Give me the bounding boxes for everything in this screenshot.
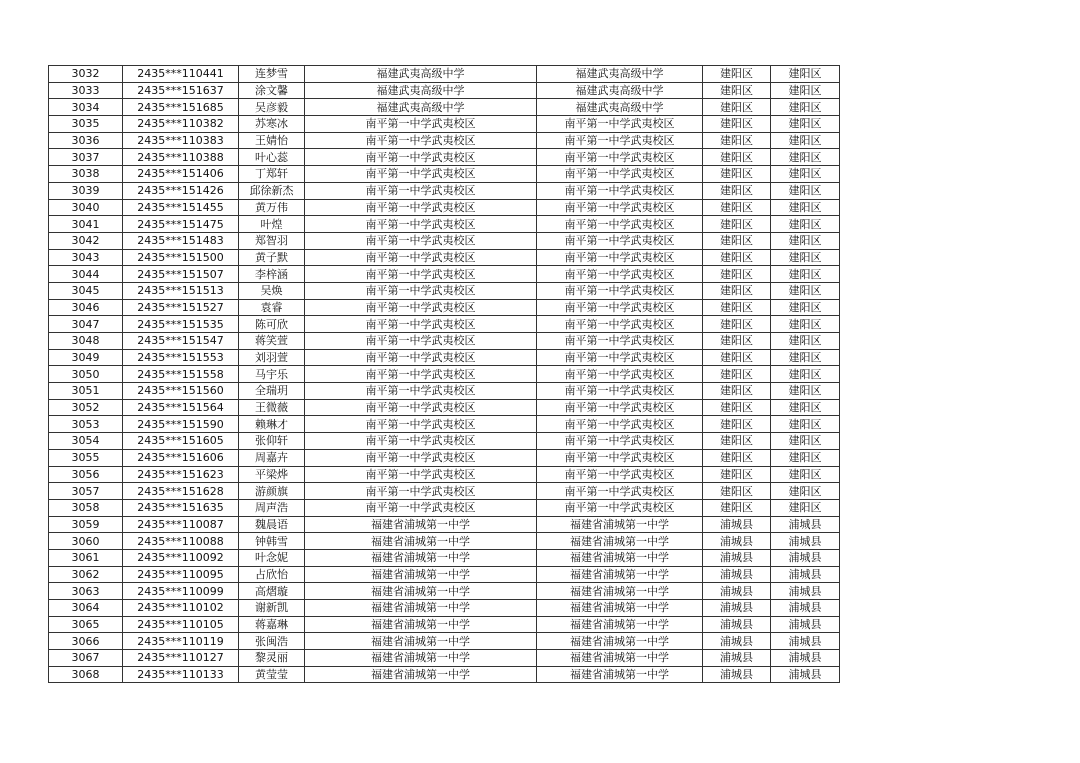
district-cell: 浦城县 (703, 633, 771, 650)
admitted-district-cell: 建阳区 (771, 166, 840, 183)
district-cell: 浦城县 (703, 516, 771, 533)
exam-id-cell: 2435***110088 (123, 533, 239, 550)
exam-id-cell: 2435***151605 (123, 433, 239, 450)
serial-number-cell: 3053 (49, 416, 123, 433)
district-cell: 建阳区 (703, 399, 771, 416)
school-cell: 南平第一中学武夷校区 (305, 399, 537, 416)
exam-id-cell: 2435***110105 (123, 616, 239, 633)
school-cell: 福建省浦城第一中学 (305, 566, 537, 583)
student-name-cell: 周嘉卉 (239, 449, 305, 466)
exam-id-cell: 2435***151590 (123, 416, 239, 433)
student-name-cell: 叶心蕊 (239, 149, 305, 166)
serial-number-cell: 3041 (49, 216, 123, 233)
table-row (49, 633, 840, 650)
school-cell: 南平第一中学武夷校区 (305, 466, 537, 483)
exam-id-cell: 2435***110382 (123, 116, 239, 133)
district-cell: 建阳区 (703, 82, 771, 99)
district-cell: 建阳区 (703, 416, 771, 433)
student-name-cell: 袁睿 (239, 299, 305, 316)
exam-id-cell: 2435***151426 (123, 182, 239, 199)
student-name-cell: 赖琳才 (239, 416, 305, 433)
admitted-school-cell: 福建省浦城第一中学 (537, 533, 703, 550)
admitted-school-cell: 南平第一中学武夷校区 (537, 449, 703, 466)
student-name-cell: 叶念妮 (239, 549, 305, 566)
admitted-school-cell: 南平第一中学武夷校区 (537, 166, 703, 183)
table-row (49, 149, 840, 166)
serial-number-cell: 3036 (49, 132, 123, 149)
exam-id-cell: 2435***110102 (123, 600, 239, 617)
serial-number-cell: 3047 (49, 316, 123, 333)
student-name-cell: 李梓涵 (239, 266, 305, 283)
exam-id-cell: 2435***151406 (123, 166, 239, 183)
admitted-district-cell: 建阳区 (771, 466, 840, 483)
district-cell: 建阳区 (703, 433, 771, 450)
district-cell: 浦城县 (703, 600, 771, 617)
school-cell: 南平第一中学武夷校区 (305, 316, 537, 333)
serial-number-cell: 3034 (49, 99, 123, 116)
admitted-school-cell: 福建省浦城第一中学 (537, 666, 703, 683)
admitted-school-cell: 南平第一中学武夷校区 (537, 416, 703, 433)
district-cell: 建阳区 (703, 216, 771, 233)
district-cell: 建阳区 (703, 466, 771, 483)
district-cell: 建阳区 (703, 349, 771, 366)
serial-number-cell: 3035 (49, 116, 123, 133)
serial-number-cell: 3062 (49, 566, 123, 583)
school-cell: 福建省浦城第一中学 (305, 633, 537, 650)
admitted-school-cell: 福建武夷高级中学 (537, 99, 703, 116)
table-row (49, 383, 840, 400)
admitted-school-cell: 福建武夷高级中学 (537, 82, 703, 99)
exam-id-cell: 2435***151553 (123, 349, 239, 366)
serial-number-cell: 3068 (49, 666, 123, 683)
admitted-district-cell: 浦城县 (771, 516, 840, 533)
admitted-district-cell: 建阳区 (771, 349, 840, 366)
admitted-district-cell: 建阳区 (771, 116, 840, 133)
admitted-school-cell: 福建省浦城第一中学 (537, 549, 703, 566)
admitted-district-cell: 建阳区 (771, 399, 840, 416)
district-cell: 浦城县 (703, 566, 771, 583)
admitted-district-cell: 建阳区 (771, 99, 840, 116)
student-name-cell: 高熠璇 (239, 583, 305, 600)
table-row (49, 600, 840, 617)
serial-number-cell: 3039 (49, 182, 123, 199)
district-cell: 建阳区 (703, 383, 771, 400)
table-row (49, 349, 840, 366)
exam-id-cell: 2435***110095 (123, 566, 239, 583)
table-row (49, 66, 840, 83)
admitted-school-cell: 南平第一中学武夷校区 (537, 433, 703, 450)
serial-number-cell: 3051 (49, 383, 123, 400)
admitted-school-cell: 福建省浦城第一中学 (537, 516, 703, 533)
admitted-district-cell: 浦城县 (771, 600, 840, 617)
admitted-district-cell: 建阳区 (771, 149, 840, 166)
student-name-cell: 黄子默 (239, 249, 305, 266)
student-name-cell: 周声浩 (239, 499, 305, 516)
serial-number-cell: 3042 (49, 232, 123, 249)
school-cell: 南平第一中学武夷校区 (305, 149, 537, 166)
admitted-school-cell: 南平第一中学武夷校区 (537, 116, 703, 133)
table-row (49, 282, 840, 299)
school-cell: 福建省浦城第一中学 (305, 533, 537, 550)
student-name-cell: 钟韩雪 (239, 533, 305, 550)
exam-id-cell: 2435***151455 (123, 199, 239, 216)
serial-number-cell: 3044 (49, 266, 123, 283)
school-cell: 南平第一中学武夷校区 (305, 232, 537, 249)
district-cell: 建阳区 (703, 99, 771, 116)
admitted-district-cell: 建阳区 (771, 282, 840, 299)
admitted-district-cell: 建阳区 (771, 299, 840, 316)
student-name-cell: 黄万伟 (239, 199, 305, 216)
school-cell: 南平第一中学武夷校区 (305, 299, 537, 316)
serial-number-cell: 3066 (49, 633, 123, 650)
exam-id-cell: 2435***110388 (123, 149, 239, 166)
admitted-district-cell: 建阳区 (771, 232, 840, 249)
student-name-cell: 谢新凯 (239, 600, 305, 617)
admitted-school-cell: 福建省浦城第一中学 (537, 616, 703, 633)
exam-id-cell: 2435***151685 (123, 99, 239, 116)
table-row (49, 533, 840, 550)
table-row (49, 516, 840, 533)
school-cell: 南平第一中学武夷校区 (305, 333, 537, 350)
serial-number-cell: 3050 (49, 366, 123, 383)
exam-id-cell: 2435***151623 (123, 466, 239, 483)
district-cell: 浦城县 (703, 616, 771, 633)
school-cell: 南平第一中学武夷校区 (305, 449, 537, 466)
school-cell: 南平第一中学武夷校区 (305, 266, 537, 283)
admitted-school-cell: 南平第一中学武夷校区 (537, 199, 703, 216)
table-row (49, 399, 840, 416)
student-name-cell: 苏寒冰 (239, 116, 305, 133)
table-row (49, 299, 840, 316)
admitted-school-cell: 南平第一中学武夷校区 (537, 316, 703, 333)
admitted-school-cell: 南平第一中学武夷校区 (537, 216, 703, 233)
exam-id-cell: 2435***151637 (123, 82, 239, 99)
admitted-district-cell: 建阳区 (771, 182, 840, 199)
school-cell: 福建武夷高级中学 (305, 82, 537, 99)
admitted-district-cell: 建阳区 (771, 82, 840, 99)
student-name-cell: 涂文馨 (239, 82, 305, 99)
serial-number-cell: 3043 (49, 249, 123, 266)
school-cell: 南平第一中学武夷校区 (305, 282, 537, 299)
school-cell: 南平第一中学武夷校区 (305, 499, 537, 516)
student-name-cell: 叶煌 (239, 216, 305, 233)
student-name-cell: 马宇乐 (239, 366, 305, 383)
admitted-school-cell: 南平第一中学武夷校区 (537, 383, 703, 400)
admitted-school-cell: 南平第一中学武夷校区 (537, 366, 703, 383)
serial-number-cell: 3067 (49, 650, 123, 667)
table-row (49, 166, 840, 183)
table-row (49, 366, 840, 383)
district-cell: 建阳区 (703, 366, 771, 383)
admitted-school-cell: 福建武夷高级中学 (537, 66, 703, 83)
school-cell: 南平第一中学武夷校区 (305, 216, 537, 233)
table-row (49, 232, 840, 249)
school-cell: 南平第一中学武夷校区 (305, 182, 537, 199)
district-cell: 建阳区 (703, 66, 771, 83)
admitted-school-cell: 南平第一中学武夷校区 (537, 499, 703, 516)
serial-number-cell: 3058 (49, 499, 123, 516)
admitted-district-cell: 浦城县 (771, 583, 840, 600)
student-name-cell: 黎灵丽 (239, 650, 305, 667)
district-cell: 浦城县 (703, 650, 771, 667)
serial-number-cell: 3045 (49, 282, 123, 299)
table-row (49, 650, 840, 667)
student-name-cell: 蒋笑萱 (239, 333, 305, 350)
serial-number-cell: 3054 (49, 433, 123, 450)
table-row (49, 499, 840, 516)
school-cell: 南平第一中学武夷校区 (305, 116, 537, 133)
admitted-school-cell: 南平第一中学武夷校区 (537, 466, 703, 483)
district-cell: 建阳区 (703, 316, 771, 333)
student-name-cell: 张仰轩 (239, 433, 305, 450)
admitted-school-cell: 福建省浦城第一中学 (537, 600, 703, 617)
district-cell: 建阳区 (703, 249, 771, 266)
school-cell: 南平第一中学武夷校区 (305, 416, 537, 433)
exam-id-cell: 2435***151535 (123, 316, 239, 333)
serial-number-cell: 3048 (49, 333, 123, 350)
district-cell: 建阳区 (703, 116, 771, 133)
student-name-cell: 黄莹莹 (239, 666, 305, 683)
school-cell: 南平第一中学武夷校区 (305, 383, 537, 400)
serial-number-cell: 3056 (49, 466, 123, 483)
admitted-school-cell: 福建省浦城第一中学 (537, 650, 703, 667)
admitted-district-cell: 建阳区 (771, 199, 840, 216)
school-cell: 南平第一中学武夷校区 (305, 249, 537, 266)
admitted-district-cell: 建阳区 (771, 216, 840, 233)
district-cell: 浦城县 (703, 549, 771, 566)
school-cell: 南平第一中学武夷校区 (305, 166, 537, 183)
serial-number-cell: 3037 (49, 149, 123, 166)
admitted-district-cell: 浦城县 (771, 616, 840, 633)
exam-id-cell: 2435***151507 (123, 266, 239, 283)
serial-number-cell: 3061 (49, 549, 123, 566)
admitted-district-cell: 浦城县 (771, 633, 840, 650)
exam-id-cell: 2435***151483 (123, 232, 239, 249)
admitted-district-cell: 浦城县 (771, 533, 840, 550)
admitted-school-cell: 南平第一中学武夷校区 (537, 132, 703, 149)
district-cell: 建阳区 (703, 282, 771, 299)
school-cell: 福建省浦城第一中学 (305, 666, 537, 683)
admitted-district-cell: 建阳区 (771, 366, 840, 383)
exam-id-cell: 2435***151513 (123, 282, 239, 299)
exam-id-cell: 2435***110119 (123, 633, 239, 650)
exam-id-cell: 2435***151547 (123, 333, 239, 350)
admitted-school-cell: 南平第一中学武夷校区 (537, 249, 703, 266)
admitted-district-cell: 建阳区 (771, 266, 840, 283)
admitted-school-cell: 福建省浦城第一中学 (537, 583, 703, 600)
admitted-school-cell: 南平第一中学武夷校区 (537, 149, 703, 166)
table-row (49, 199, 840, 216)
serial-number-cell: 3032 (49, 66, 123, 83)
table-row (49, 132, 840, 149)
admitted-district-cell: 建阳区 (771, 483, 840, 500)
school-cell: 福建省浦城第一中学 (305, 616, 537, 633)
admitted-school-cell: 福建省浦城第一中学 (537, 566, 703, 583)
admitted-school-cell: 南平第一中学武夷校区 (537, 349, 703, 366)
table-row (49, 566, 840, 583)
district-cell: 建阳区 (703, 333, 771, 350)
exam-id-cell: 2435***110087 (123, 516, 239, 533)
student-list-table (48, 65, 840, 683)
exam-id-cell: 2435***151635 (123, 499, 239, 516)
admitted-district-cell: 建阳区 (771, 383, 840, 400)
admitted-school-cell: 南平第一中学武夷校区 (537, 483, 703, 500)
district-cell: 浦城县 (703, 533, 771, 550)
admitted-school-cell: 南平第一中学武夷校区 (537, 299, 703, 316)
school-cell: 福建省浦城第一中学 (305, 600, 537, 617)
exam-id-cell: 2435***151558 (123, 366, 239, 383)
school-cell: 福建省浦城第一中学 (305, 516, 537, 533)
exam-id-cell: 2435***110441 (123, 66, 239, 83)
table-row (49, 616, 840, 633)
admitted-district-cell: 建阳区 (771, 449, 840, 466)
admitted-district-cell: 浦城县 (771, 650, 840, 667)
table-row (49, 583, 840, 600)
admitted-school-cell: 福建省浦城第一中学 (537, 633, 703, 650)
admitted-district-cell: 建阳区 (771, 416, 840, 433)
exam-id-cell: 2435***110133 (123, 666, 239, 683)
exam-id-cell: 2435***151500 (123, 249, 239, 266)
student-name-cell: 游颜旗 (239, 483, 305, 500)
admitted-district-cell: 建阳区 (771, 132, 840, 149)
student-name-cell: 全瑞玥 (239, 383, 305, 400)
student-name-cell: 丁郑轩 (239, 166, 305, 183)
admitted-school-cell: 南平第一中学武夷校区 (537, 282, 703, 299)
school-cell: 南平第一中学武夷校区 (305, 199, 537, 216)
exam-id-cell: 2435***110092 (123, 549, 239, 566)
student-name-cell: 刘羽萱 (239, 349, 305, 366)
table-row (49, 99, 840, 116)
district-cell: 建阳区 (703, 166, 771, 183)
exam-id-cell: 2435***151564 (123, 399, 239, 416)
admitted-school-cell: 南平第一中学武夷校区 (537, 266, 703, 283)
table-row (49, 216, 840, 233)
district-cell: 建阳区 (703, 199, 771, 216)
table-row (49, 416, 840, 433)
serial-number-cell: 3065 (49, 616, 123, 633)
district-cell: 建阳区 (703, 483, 771, 500)
district-cell: 建阳区 (703, 266, 771, 283)
district-cell: 建阳区 (703, 182, 771, 199)
student-name-cell: 邱徐新杰 (239, 182, 305, 199)
student-name-cell: 王婧怡 (239, 132, 305, 149)
admitted-school-cell: 南平第一中学武夷校区 (537, 333, 703, 350)
serial-number-cell: 3057 (49, 483, 123, 500)
serial-number-cell: 3040 (49, 199, 123, 216)
serial-number-cell: 3046 (49, 299, 123, 316)
student-name-cell: 王微薇 (239, 399, 305, 416)
serial-number-cell: 3052 (49, 399, 123, 416)
table-row (49, 182, 840, 199)
table-row (49, 549, 840, 566)
student-name-cell: 平梁烨 (239, 466, 305, 483)
exam-id-cell: 2435***151475 (123, 216, 239, 233)
district-cell: 建阳区 (703, 499, 771, 516)
exam-id-cell: 2435***151560 (123, 383, 239, 400)
student-name-cell: 魏晨语 (239, 516, 305, 533)
serial-number-cell: 3059 (49, 516, 123, 533)
serial-number-cell: 3063 (49, 583, 123, 600)
serial-number-cell: 3060 (49, 533, 123, 550)
exam-id-cell: 2435***151606 (123, 449, 239, 466)
district-cell: 浦城县 (703, 583, 771, 600)
student-name-cell: 吴彦毅 (239, 99, 305, 116)
table-row (49, 666, 840, 683)
student-name-cell: 连梦雪 (239, 66, 305, 83)
district-cell: 建阳区 (703, 149, 771, 166)
school-cell: 南平第一中学武夷校区 (305, 433, 537, 450)
table-row (49, 82, 840, 99)
serial-number-cell: 3033 (49, 82, 123, 99)
school-cell: 福建武夷高级中学 (305, 66, 537, 83)
student-name-cell: 蒋嘉琳 (239, 616, 305, 633)
school-cell: 福建省浦城第一中学 (305, 583, 537, 600)
school-cell: 南平第一中学武夷校区 (305, 366, 537, 383)
serial-number-cell: 3038 (49, 166, 123, 183)
school-cell: 福建省浦城第一中学 (305, 650, 537, 667)
admitted-district-cell: 建阳区 (771, 66, 840, 83)
school-cell: 福建省浦城第一中学 (305, 549, 537, 566)
serial-number-cell: 3049 (49, 349, 123, 366)
school-cell: 福建武夷高级中学 (305, 99, 537, 116)
exam-id-cell: 2435***110099 (123, 583, 239, 600)
admitted-school-cell: 南平第一中学武夷校区 (537, 232, 703, 249)
exam-id-cell: 2435***151628 (123, 483, 239, 500)
table-row (49, 316, 840, 333)
district-cell: 浦城县 (703, 666, 771, 683)
student-name-cell: 占欣怡 (239, 566, 305, 583)
table-row (49, 249, 840, 266)
admitted-district-cell: 建阳区 (771, 249, 840, 266)
admitted-district-cell: 建阳区 (771, 499, 840, 516)
district-cell: 建阳区 (703, 299, 771, 316)
serial-number-cell: 3055 (49, 449, 123, 466)
table-row (49, 483, 840, 500)
admitted-district-cell: 浦城县 (771, 549, 840, 566)
table-row (49, 333, 840, 350)
admitted-district-cell: 浦城县 (771, 666, 840, 683)
exam-id-cell: 2435***151527 (123, 299, 239, 316)
admitted-district-cell: 浦城县 (771, 566, 840, 583)
table-row (49, 466, 840, 483)
district-cell: 建阳区 (703, 132, 771, 149)
serial-number-cell: 3064 (49, 600, 123, 617)
school-cell: 南平第一中学武夷校区 (305, 132, 537, 149)
admitted-school-cell: 南平第一中学武夷校区 (537, 182, 703, 199)
table-row (49, 266, 840, 283)
table-row (49, 449, 840, 466)
district-cell: 建阳区 (703, 449, 771, 466)
admitted-district-cell: 建阳区 (771, 316, 840, 333)
student-name-cell: 张闽浩 (239, 633, 305, 650)
student-name-cell: 吴焕 (239, 282, 305, 299)
admitted-district-cell: 建阳区 (771, 333, 840, 350)
admitted-school-cell: 南平第一中学武夷校区 (537, 399, 703, 416)
table-row (49, 116, 840, 133)
exam-id-cell: 2435***110383 (123, 132, 239, 149)
student-name-cell: 陈可欣 (239, 316, 305, 333)
school-cell: 南平第一中学武夷校区 (305, 483, 537, 500)
table-row (49, 433, 840, 450)
student-name-cell: 郑智羽 (239, 232, 305, 249)
school-cell: 南平第一中学武夷校区 (305, 349, 537, 366)
table-body (49, 66, 840, 683)
exam-id-cell: 2435***110127 (123, 650, 239, 667)
admitted-district-cell: 建阳区 (771, 433, 840, 450)
district-cell: 建阳区 (703, 232, 771, 249)
